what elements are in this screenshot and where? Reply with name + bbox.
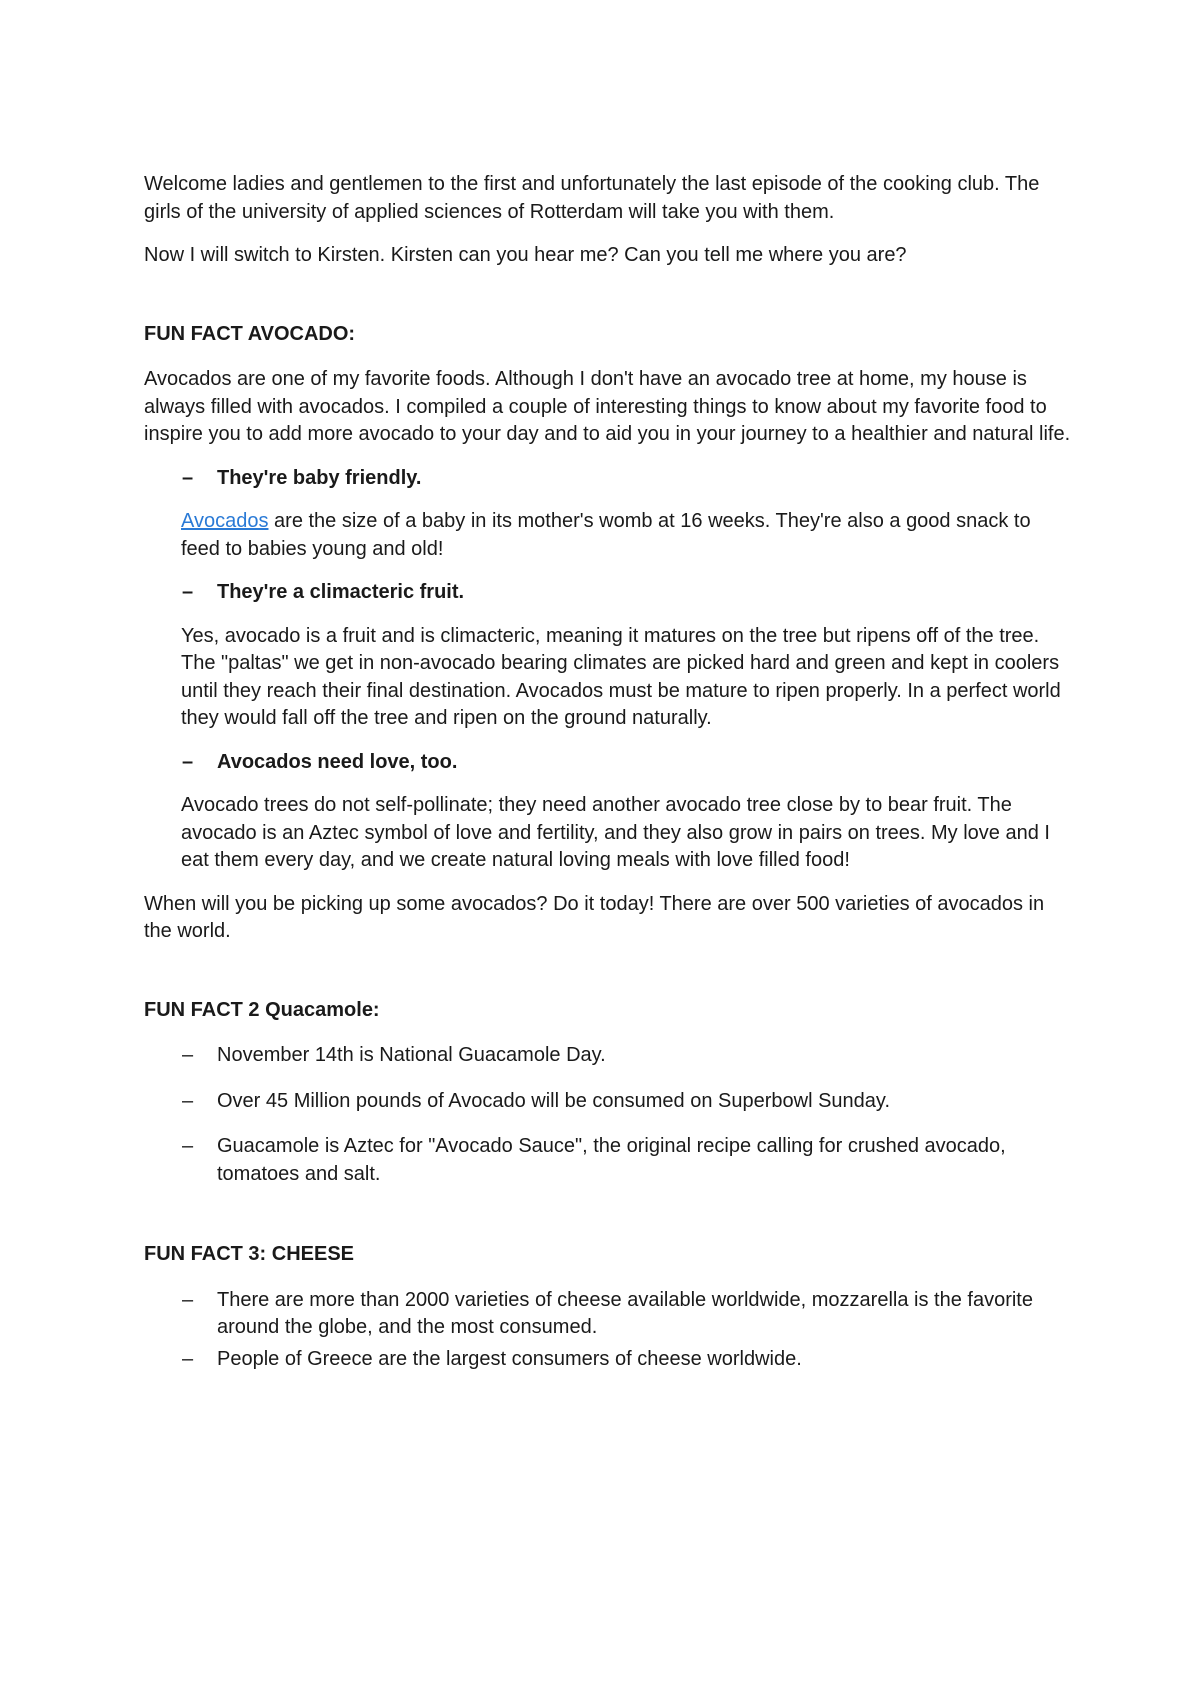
fact1-item-1-title: They're baby friendly. <box>217 466 422 489</box>
dash-bullet: – <box>182 1044 194 1066</box>
fact3-item-2: People of Greece are the largest consumers of cheese worldwide. <box>217 1347 802 1370</box>
fact1-intro: Avocados are one of my favorite foods. Although I don't have an avocado tree at home, my house is always filled with avocados. I compiled a couple of interesting things to know about my favorite food to inspire you to add more avocado to your day and to aid you in your journey to a healthier and natural life. <box>144 368 1071 445</box>
fact1-closing: When will you be picking up some avocados? Do it today! There are over 500 varieties of avocados in the world. <box>144 892 1045 942</box>
fact1-item-2-body: Yes, avocado is a fruit and is climacteric, meaning it matures on the tree but ripens off of the tree. The "paltas" we get in non-avocado bearing climates are picked hard and green and kept in coolers until they reach their final destination. Avocados must be mature to ripen properly. In a perfect world they would fall off the tree and ripen on the ground naturally. <box>181 624 1061 729</box>
fact1-item-1-text: are the size of a baby in its mother's womb at 16 weeks. They're also a good snack to feed to babies young and old! <box>181 510 1031 560</box>
fact2-item-1: November 14th is National Guacamole Day. <box>217 1044 606 1066</box>
document-page <box>144 171 1074 1377</box>
dash-bullet: – <box>182 1135 194 1157</box>
dash-bullet: – <box>182 466 194 489</box>
list-item <box>144 1287 1074 1342</box>
fact1-item-2-title: They're a climacteric fruit. <box>217 581 465 603</box>
fact2-item-2: Over 45 Million pounds of Avocado will be consumed on Superbowl Sunday. <box>217 1089 890 1112</box>
fact2-item-3: Guacamole is Aztec for "Avocado Sauce", the original recipe calling for crushed avocado, tomatoes and salt. <box>217 1135 1006 1185</box>
fact3-item-1: There are more than 2000 varieties of cheese available worldwide, mozzarella is the favorite around the globe, and the most consumed. <box>217 1288 1033 1338</box>
switch-paragraph: Now I will switch to Kirsten. Kirsten can you hear me? Can you tell me where you are? <box>144 244 907 266</box>
dash-bullet: – <box>182 1347 194 1370</box>
fact1-item-1-title-row <box>144 465 1074 493</box>
dash-bullet: – <box>182 581 194 603</box>
dash-bullet: – <box>182 750 194 773</box>
fact2-list <box>144 1042 1074 1188</box>
list-item <box>144 1088 1074 1116</box>
fact1-item-1-body <box>144 508 1074 563</box>
list-item <box>144 1346 1074 1374</box>
dash-bullet: – <box>182 1089 194 1112</box>
fact1-heading: FUN FACT AVOCADO: <box>144 322 356 345</box>
fact3-heading: FUN FACT 3: CHEESE <box>144 1243 355 1265</box>
list-item <box>144 1133 1074 1188</box>
dash-bullet: – <box>182 1288 194 1311</box>
fact1-item-3-title: Avocados need love, too. <box>217 750 458 773</box>
fact1-item-3-body: Avocado trees do not self-pollinate; they need another avocado tree close by to bear fruit. The avocado is an Aztec symbol of love and fertility, and they also grow in pairs on trees. My love and I eat them every day, and we create natural loving meals with love filled food! <box>181 794 1050 871</box>
fact1-item-2-title-row <box>144 579 1074 607</box>
fact3-list <box>144 1287 1074 1374</box>
avocados-link[interactable]: Avocados <box>181 510 269 532</box>
fact1-item-3-title-row <box>144 749 1074 777</box>
list-item <box>144 1042 1074 1070</box>
fact2-heading: FUN FACT 2 Quacamole: <box>144 998 380 1021</box>
intro-paragraph: Welcome ladies and gentlemen to the first and unfortunately the last episode of the cooking club. The girls of the university of applied sciences of Rotterdam will take you with them. <box>144 173 1040 223</box>
